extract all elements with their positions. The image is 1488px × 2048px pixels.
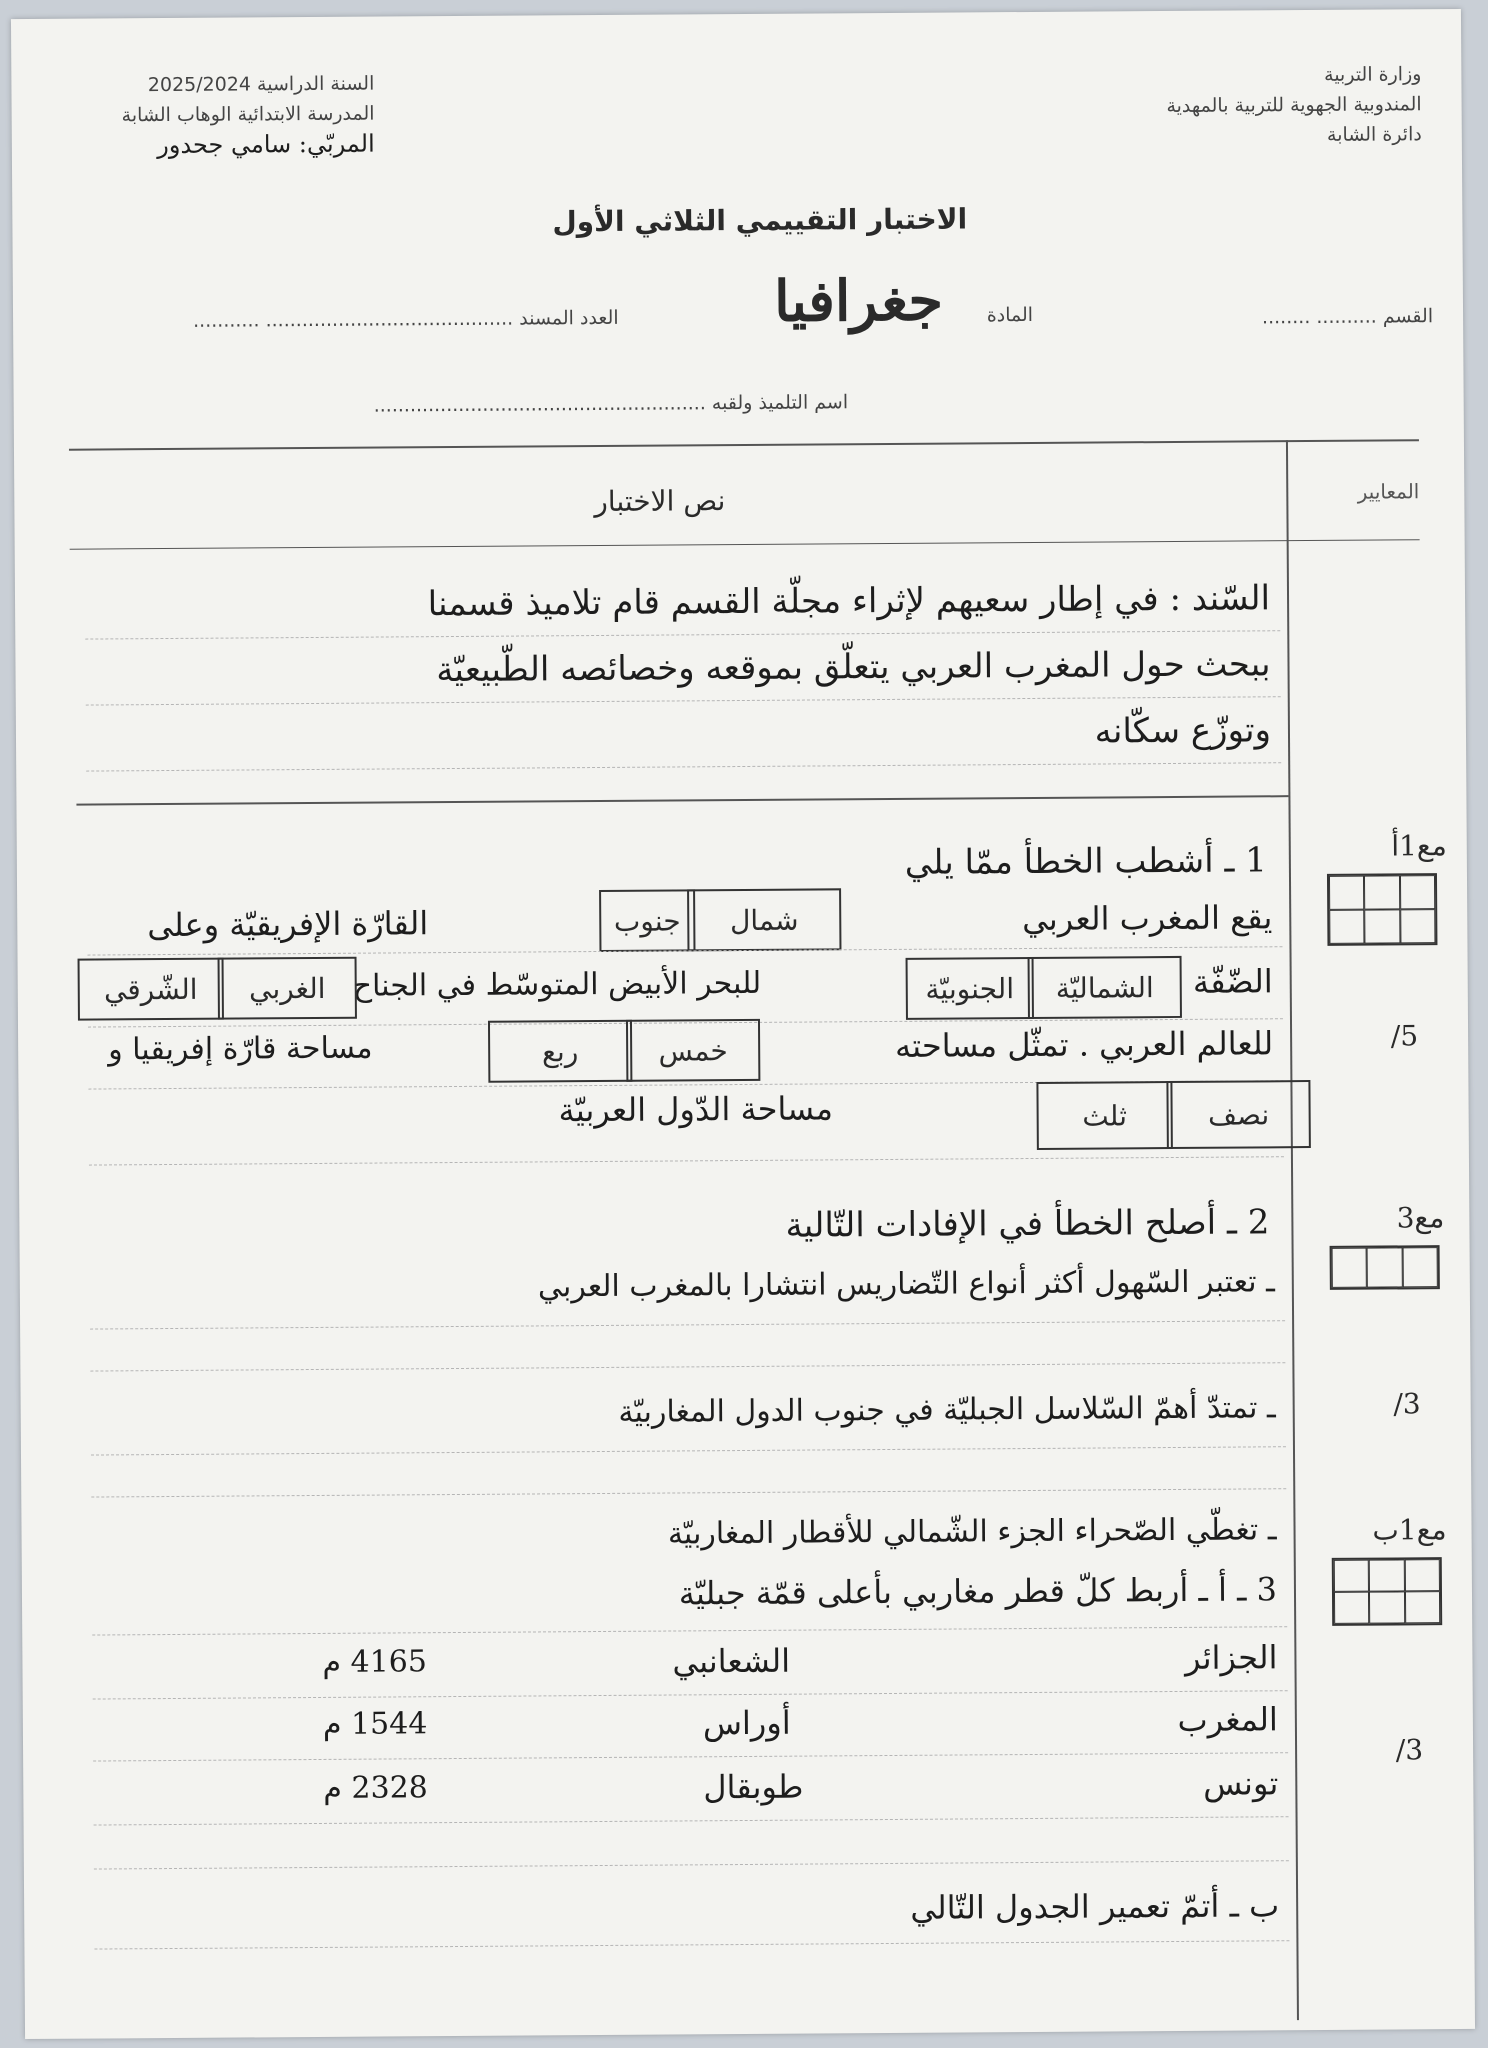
option-eastern[interactable]: الشّرقي bbox=[78, 958, 224, 1021]
peak-chaambi: الشعانبي bbox=[672, 1641, 791, 1681]
ruled-line bbox=[94, 1816, 1289, 1825]
document-line-1: السّند : في إطار سعيهم لإثراء مجلّة القسم قام تلاميذ قسمنا bbox=[427, 578, 1271, 625]
height-1544: 1544 م bbox=[322, 1706, 428, 1742]
q1-text-1: يقع المغرب العربي bbox=[1022, 898, 1273, 939]
q3-score-grid bbox=[1332, 1557, 1442, 1626]
criteria-header: المعايير bbox=[1357, 479, 1420, 504]
q1-text-2: القارّة الإفريقيّة وعلى bbox=[147, 904, 429, 945]
q2-statement-3: ـ تغطّي الصّحراء الجزء الشّمالي للأقطار المغاربيّة bbox=[667, 1512, 1277, 1552]
ruled-line bbox=[89, 1156, 1284, 1165]
ruled-line bbox=[90, 1320, 1285, 1329]
q2-score-grid bbox=[1330, 1245, 1440, 1290]
document-line-3: وتوزّع سكّانه bbox=[1094, 710, 1272, 752]
q3-b-instruction: ب ـ أتمّ تعمير الجدول التّالي bbox=[910, 1886, 1280, 1927]
student-name-field: اسم التلميذ ولقبه ....................................................... bbox=[373, 391, 849, 417]
ruled-line bbox=[86, 696, 1281, 705]
peak-aures: أوراس bbox=[702, 1703, 791, 1743]
height-2328: 2328 م bbox=[323, 1770, 428, 1806]
q1-text-5: للعالم العربي . تمثّل مساحته bbox=[894, 1024, 1274, 1065]
class-field: القسم .......... ........ bbox=[1261, 305, 1434, 329]
q1-score: /5 bbox=[1390, 1019, 1419, 1053]
q3-score: /3 bbox=[1395, 1733, 1424, 1767]
ruled-line bbox=[86, 762, 1281, 771]
q2-title: 2 ـ أصلح الخطأ في الإفادات التّالية bbox=[785, 1202, 1270, 1246]
ruled-line bbox=[92, 1626, 1287, 1635]
header-divider bbox=[70, 539, 1420, 549]
height-4165: 4165 م bbox=[322, 1644, 428, 1680]
option-southern[interactable]: الجنوبيّة bbox=[906, 957, 1034, 1020]
q1-text-3: الضّفّة bbox=[1192, 962, 1273, 1001]
exam-paper bbox=[11, 9, 1475, 2039]
ruled-line bbox=[93, 1752, 1288, 1761]
q2-statement-1: ـ تعتبر السّهول أكثر أنواع التّضاريس انتشارا بالمغرب العربي bbox=[537, 1264, 1275, 1305]
score-label: العدد المسند bbox=[519, 306, 619, 330]
document-line-2: ببحث حول المغرب العربي يتعلّق بموقعه وخصائصه الطّبيعيّة bbox=[436, 644, 1271, 691]
class-label: القسم bbox=[1382, 305, 1434, 328]
ruled-line bbox=[91, 1446, 1286, 1455]
option-khums[interactable]: خمس bbox=[626, 1019, 760, 1082]
student-name-label: اسم التلميذ ولقبه bbox=[711, 391, 849, 415]
option-rubu[interactable]: ربع bbox=[488, 1020, 632, 1083]
subject-label: المادة bbox=[986, 303, 1034, 327]
q2-criterion: مع3 bbox=[1396, 1201, 1445, 1235]
header-left bbox=[121, 69, 375, 161]
regional-office-line: المندوبية الجهوية للتربية بالمهدية bbox=[1166, 93, 1422, 118]
test-text-header: نص الاختبار bbox=[594, 484, 726, 519]
school-year: السنة الدراسية 2025/2024 bbox=[147, 72, 375, 97]
q2-score: /3 bbox=[1393, 1387, 1421, 1421]
ruled-line bbox=[90, 1362, 1285, 1371]
ministry-line: وزارة التربية bbox=[1324, 63, 1422, 86]
score-field: العدد المسند ......................................... ........... bbox=[193, 306, 619, 332]
option-thuluth[interactable]: ثلث bbox=[1036, 1081, 1172, 1150]
header-right bbox=[1166, 59, 1422, 151]
ruled-line bbox=[94, 1860, 1289, 1869]
q3-criterion: مع1ب bbox=[1372, 1513, 1447, 1547]
q1-text-4: للبحر الأبيض المتوسّط في الجناح bbox=[352, 965, 762, 1004]
q1-criterion: مع1أ bbox=[1391, 829, 1447, 863]
exam-title: الاختبار التقييمي الثلاثي الأول bbox=[552, 202, 968, 239]
q1-text-7: مساحة الدّول العربيّة bbox=[558, 1089, 834, 1130]
criteria-column-border bbox=[1286, 440, 1299, 2020]
ruled-line bbox=[93, 1690, 1288, 1699]
teacher-name: المربّي: سامي جحدور bbox=[157, 129, 375, 160]
q2-statement-2: ـ تمتدّ أهمّ السّلاسل الجبليّة في جنوب الدول المغاربيّة bbox=[618, 1390, 1276, 1430]
district-line: دائرة الشابة bbox=[1326, 123, 1422, 146]
option-northern[interactable]: الشماليّة bbox=[1028, 956, 1182, 1019]
country-tunisia: تونس bbox=[1203, 1764, 1279, 1803]
q1-text-6: مساحة قارّة إفريقيا و bbox=[108, 1030, 373, 1068]
ruled-line bbox=[91, 1488, 1286, 1497]
country-morocco: المغرب bbox=[1177, 1700, 1278, 1739]
q1-title: 1 ـ أشطب الخطأ ممّا يلي bbox=[904, 840, 1268, 883]
ruled-line bbox=[94, 1940, 1289, 1949]
option-janoub[interactable]: جنوب bbox=[599, 889, 695, 952]
q3-title: 3 ـ أ ـ أربط كلّ قطر مغاربي بأعلى قمّة جبليّة bbox=[678, 1570, 1278, 1613]
country-algeria: الجزائر bbox=[1184, 1638, 1278, 1677]
peak-toubkal: طوبقال bbox=[703, 1767, 804, 1807]
document-divider bbox=[76, 795, 1288, 805]
subject-name: جغرافيا bbox=[773, 267, 944, 335]
option-nisf[interactable]: نصف bbox=[1166, 1080, 1310, 1149]
option-western[interactable]: الغربي bbox=[218, 957, 357, 1020]
option-shamal[interactable]: شمال bbox=[687, 888, 841, 951]
q1-score-grid bbox=[1327, 873, 1438, 946]
ruled-line bbox=[85, 630, 1280, 639]
school-name: المدرسة الابتدائية الوهاب الشابة bbox=[121, 102, 375, 127]
table-top-border bbox=[69, 439, 1419, 450]
